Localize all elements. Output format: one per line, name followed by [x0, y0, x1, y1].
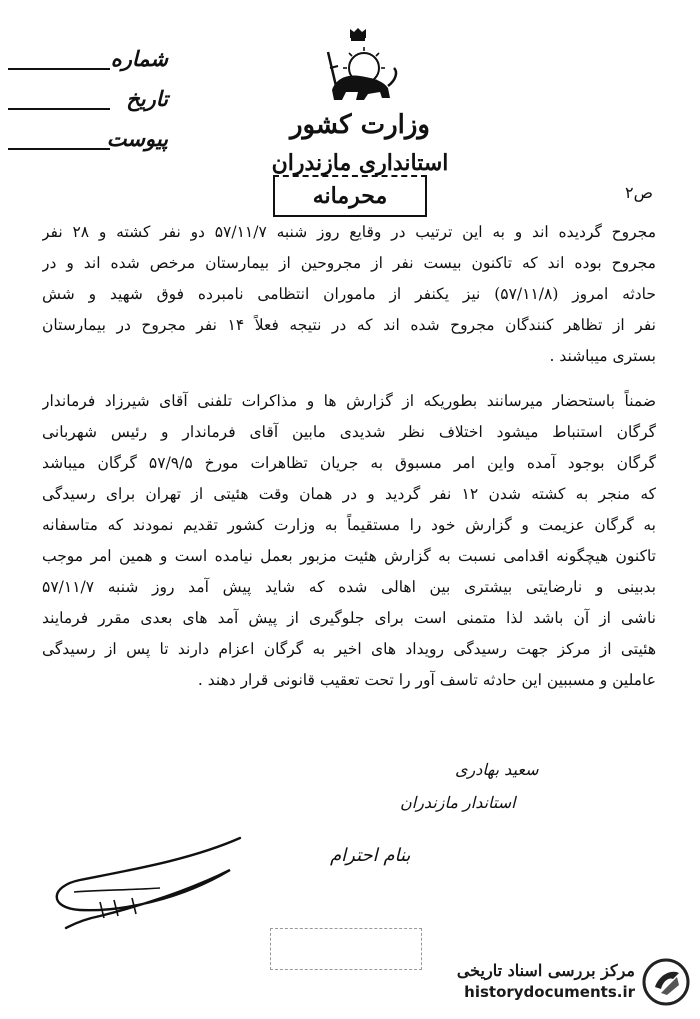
text-line: بستری میباشند . [549, 347, 656, 365]
signatory-title: استاندار مازندران [400, 793, 516, 812]
attachment-label: پیوست [106, 126, 168, 151]
text-line: هئیتی از مرکز جهت رسیدگی رویداد های اخیر به گرگان اعزام دارند تا پس از رسیدگی [42, 640, 656, 658]
attachment-line [8, 148, 110, 150]
page-number: ص۲ [625, 183, 653, 202]
handwritten-signature-icon [40, 830, 250, 930]
date-field [8, 86, 168, 120]
confidential-stamp: محرمانه [273, 175, 427, 217]
signature-note: بنام احترام [330, 845, 411, 866]
attachment-field [8, 126, 168, 160]
watermark-title: مرکز بررسی اسناد تاریخی [456, 961, 635, 980]
text-line: مجروح بوده اند که تاکنون بیست نفر از مجروحین از بیمارستان مرخص شده اند و در [42, 254, 656, 272]
text-line: ناشی از آن باشد لذا متمنی است برای جلوگیری از پیش آمد های بعدی مقرر فرمایند [42, 609, 656, 627]
text-line: نفر از تظاهر کنندگان مجروح شده اند که در نتیجه فعلاً ۱۴ نفر مجروح در بیمارستان [42, 316, 656, 334]
text-line: تاکنون هیچگونه اقدامی نسبت به گزارش هئیت مزبور بعمل نیامده است و همین امر موجب [42, 547, 656, 565]
text-line: بدبینی و نارضایتی بیشتری بین اهالی شده که شاید پیش آمد روز شنبه ۵۷/۱۱/۷ [42, 578, 656, 596]
watermark-url: historydocuments.ir [464, 983, 635, 1001]
text-line: به گرگان عزیمت و گزارش خود را مستقیماً به وزارت کشور تقدیم نمودند که متاسفانه [42, 516, 656, 534]
archive-logo-icon [641, 957, 691, 1007]
date-label: تاریخ [126, 86, 168, 111]
text-line: عاملین و مسببین این حادثه تاسف آور را تحت تعقیب قانونی قرار دهند . [197, 671, 656, 689]
signatory-name: سعید بهادری [455, 760, 539, 779]
number-label: شماره [110, 46, 168, 71]
number-line [8, 68, 110, 70]
lion-and-sun-emblem-icon [318, 28, 402, 108]
text-line: گرگان بوجود آمده واین امر مسبوق به جریان تظاهرات مورخ ۵۷/۹/۵ گرگان میباشد [42, 454, 656, 472]
text-line: که منجر به کشته شدن ۱۲ نفر گردید و در همان وقت هئیتی از تهران برای رسیدگی [42, 485, 656, 503]
text-line: مجروح گردیده اند و به این ترتیب در وقایع روز شنبه ۵۷/۱۱/۷ دو نفر کشته و ۲۸ نفر [42, 223, 656, 241]
number-field [8, 46, 168, 80]
paragraph-1 [42, 217, 656, 372]
paragraph-2 [42, 386, 656, 696]
governorate-title: استانداری مازندران [271, 150, 449, 176]
letter-body [42, 217, 656, 696]
text-line: حادثه امروز (۵۷/۱۱/۸) نیز یکنفر از ماموران انتظامی نامبرده فوق شهید و شش [42, 285, 656, 303]
ministry-title: وزارت کشور [290, 110, 430, 140]
text-line: ضمناً باستحضار میرسانند بطوریکه از گزارش ها و مذاکرات تلفنی آقای شیرزاد فرماندار [42, 392, 656, 410]
faint-stamp-mark [270, 928, 422, 970]
text-line: گرگان استنباط میشود اختلاف نظر شدیدی مابین آقای فرماندار و رئیس شهربانی [42, 423, 656, 441]
archive-watermark [448, 955, 693, 1011]
date-line [8, 108, 110, 110]
